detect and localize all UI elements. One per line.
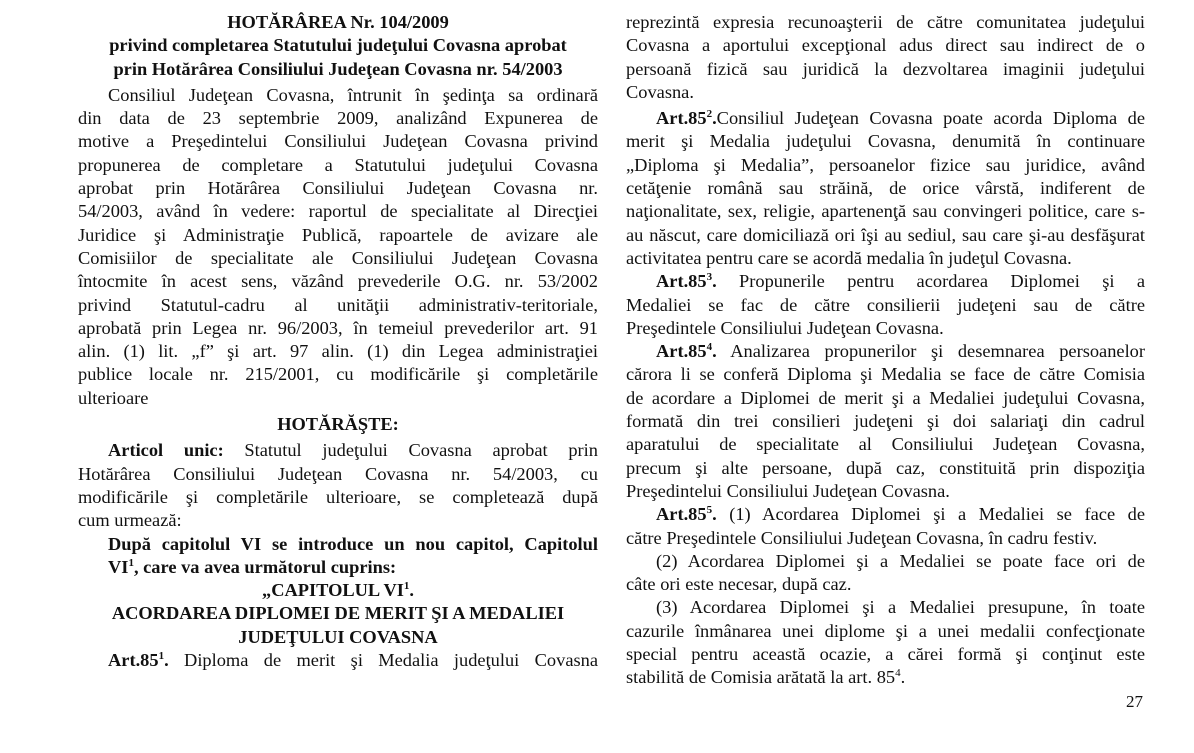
text-segment: aparatului de specialitate al Consiliului Judeţean Covasna, xyxy=(626,434,1145,455)
text-line xyxy=(626,596,1145,619)
text-line xyxy=(78,294,598,317)
text-line xyxy=(78,363,598,386)
text-line xyxy=(626,11,1145,34)
text-segment: prin Hotărârea Consiliului Judeţean Covasna nr. 54/2003 xyxy=(113,58,563,79)
text-line xyxy=(626,224,1145,247)
text-segment: publice locale nr. 215/2001, cu modificările şi completările xyxy=(78,364,598,385)
text-line xyxy=(626,457,1145,480)
text-segment: După capitolul VI se introduce un nou capitol, Capitolul xyxy=(108,533,598,554)
text-segment: Art.85 xyxy=(656,341,707,362)
text-segment: motive a Preşedintelui Consiliului Judeţean Covasna privind xyxy=(78,131,598,152)
text-segment: Hotărârea Consiliului Judeţean Covasna nr. 54/2003, cu xyxy=(78,463,598,484)
text-segment: Preşedintele Consiliului Judeţean Covasna. xyxy=(626,317,944,338)
text-segment: persoană fizică sau juridică la dezvoltarea imaginii judeţului xyxy=(626,58,1145,79)
text-line xyxy=(78,84,598,107)
text-line xyxy=(626,317,1145,340)
text-line xyxy=(78,340,598,363)
text-segment: privind completarea Statutului judeţului Covasna aprobat xyxy=(109,35,567,56)
text-segment: alin. (1) lit. „f” şi art. 97 alin. (1) din Legea administraţiei xyxy=(78,341,598,362)
text-segment: precum şi alte persoane, după caz, constituită prin dispoziţia xyxy=(626,457,1145,478)
text-line xyxy=(78,154,598,177)
text-segment: stabilită de Comisia arătată la art. 85 xyxy=(626,667,896,688)
text-segment: Diploma de merit şi Medalia judeţului Covasna xyxy=(168,650,598,671)
text-line xyxy=(78,486,598,509)
text-line xyxy=(78,533,598,556)
text-segment: . xyxy=(712,341,717,362)
text-segment: merit şi Medalia judeţului Covasna, denumită în continuare xyxy=(626,131,1145,152)
text-line xyxy=(626,620,1145,643)
text-segment: „CAPITOLUL VI xyxy=(262,580,404,601)
left-column xyxy=(78,11,598,672)
text-line xyxy=(78,11,598,34)
text-line xyxy=(626,270,1145,293)
text-segment: HOTĂRÂREA Nr. 104/2009 xyxy=(227,12,449,32)
text-segment: special pentru această ocazie, a cărei formă şi conţinut este xyxy=(626,644,1145,665)
text-segment: 4 xyxy=(895,667,901,680)
text-segment: (3) Acordarea Diplomei şi a Medaliei presupune, în toate xyxy=(656,597,1145,618)
text-segment: . xyxy=(712,108,717,129)
text-line xyxy=(626,410,1145,433)
text-segment: cum urmează: xyxy=(78,510,182,531)
text-line xyxy=(626,527,1145,550)
text-line xyxy=(78,387,598,410)
text-segment: reprezintă expresia recunoaşterii de către comunitatea judeţului xyxy=(626,12,1145,32)
text-segment: cetăţenie română sau străină, de orice vârstă, indiferent de xyxy=(626,178,1145,199)
text-segment: JUDEŢULUI COVASNA xyxy=(238,626,438,647)
text-segment: ulterioare xyxy=(78,387,149,408)
text-line xyxy=(626,573,1145,596)
text-segment: Articol unic: xyxy=(108,440,224,461)
text-segment: din data de 23 septembrie 2009, analizând Expunerea de xyxy=(78,108,598,129)
text-line xyxy=(78,463,598,486)
text-line xyxy=(78,602,598,625)
text-line xyxy=(78,130,598,153)
text-segment: de acordare a Diplomei de merit şi a Medaliei judeţului Covasna, xyxy=(626,387,1145,408)
text-line xyxy=(626,58,1145,81)
text-line xyxy=(626,550,1145,573)
text-line xyxy=(78,247,598,270)
text-segment: HOTĂRĂŞTE: xyxy=(277,414,399,435)
text-segment: . xyxy=(900,667,906,688)
text-segment: . xyxy=(409,580,414,601)
text-line xyxy=(626,363,1145,386)
text-line xyxy=(626,294,1145,317)
text-segment: Covasna a aportului excepţional adus direct sau indirect de o xyxy=(626,35,1145,56)
text-line xyxy=(78,579,598,602)
text-line xyxy=(78,200,598,223)
text-line xyxy=(78,177,598,200)
text-segment: Propunerile pentru acordarea Diplomei şi a xyxy=(716,271,1145,292)
text-line xyxy=(626,340,1145,363)
text-line xyxy=(78,556,598,579)
text-segment: 2 xyxy=(706,108,713,121)
text-segment: aprobat prin Hotărârea Consiliului Judeţean Covasna nr. xyxy=(78,178,598,199)
text-segment: Art.85 xyxy=(108,650,159,671)
text-segment: 4 xyxy=(706,341,713,354)
text-segment: 1 xyxy=(128,556,134,569)
text-line xyxy=(78,224,598,247)
text-segment: întocmite în acest sens, văzând prevederile O.G. nr. 53/2002 xyxy=(78,271,598,292)
text-segment: modificările şi completările ulterioare, se completează după xyxy=(78,486,598,507)
text-segment: formată din trei consilieri judeţeni şi doi salariaţi din cadrul xyxy=(626,411,1145,432)
text-segment: cărora li se conferă Diploma şi Medalia se face de către Comisia xyxy=(626,364,1145,385)
text-segment: ACORDAREA DIPLOMEI DE MERIT ŞI A MEDALIEI xyxy=(111,603,565,624)
text-segment: „Diploma şi Medalia”, persoanelor fizice sau juridice, având xyxy=(626,154,1145,175)
text-segment: câte ori este necesar, după caz. xyxy=(626,574,852,595)
text-segment: . xyxy=(712,271,717,292)
text-line xyxy=(78,317,598,340)
text-line xyxy=(78,107,598,130)
text-line xyxy=(78,626,598,649)
text-line xyxy=(626,247,1145,270)
text-segment: Analizarea propunerilor şi desemnarea persoanelor xyxy=(716,341,1145,362)
text-segment: . xyxy=(164,650,169,671)
text-line xyxy=(78,34,598,57)
text-line xyxy=(626,643,1145,666)
text-line xyxy=(626,81,1145,104)
text-segment: activitatea pentru care se acordă medalia în judeţul Covasna. xyxy=(626,247,1072,268)
text-segment: aprobată prin Legea nr. 96/2003, în temeiul prevederilor art. 91 xyxy=(78,317,598,338)
text-segment: 1 xyxy=(158,650,165,663)
text-segment: 1 xyxy=(403,580,410,593)
text-segment: au născut, care domiciliază ori îşi au sediul, sau care şi-au desfăşurat xyxy=(626,224,1145,245)
text-line xyxy=(78,270,598,293)
text-line xyxy=(626,480,1145,503)
text-line xyxy=(626,130,1145,153)
text-segment: , care va avea următorul cuprins: xyxy=(133,556,397,577)
text-segment: . xyxy=(712,504,717,525)
text-segment: Medaliei se fac de către consilierii judeţeni sau de către xyxy=(626,294,1145,315)
text-segment: propunerea de completare a Statutului judeţului Covasna xyxy=(78,154,598,175)
text-line xyxy=(78,439,598,462)
text-line xyxy=(626,200,1145,223)
text-segment: cazurile înmânarea unei diplome şi a unei medalii confecţionate xyxy=(626,620,1145,641)
text-segment: Art.85 xyxy=(656,504,707,525)
text-segment: Juridice şi Administraţie Publică, rapoartele de avizare ale xyxy=(78,224,598,245)
text-segment: 3 xyxy=(706,271,713,284)
text-segment: Covasna. xyxy=(626,81,694,102)
text-line xyxy=(78,413,598,436)
text-segment: Comisiilor de specialitate ale Consiliului Judeţean Covasna xyxy=(78,247,598,268)
text-segment: către Preşedintele Consiliului Judeţean Covasna, în cadru festiv. xyxy=(626,527,1098,548)
text-line xyxy=(626,177,1145,200)
text-line xyxy=(626,433,1145,456)
text-line xyxy=(626,34,1145,57)
text-segment: 5 xyxy=(706,504,713,517)
text-segment: naţionalitate, sex, religie, apartenenţă sau convingeri politice, care s- xyxy=(626,201,1145,222)
text-line xyxy=(626,107,1145,130)
text-segment: Consiliul Judeţean Covasna poate acorda Diploma de xyxy=(716,108,1145,129)
text-line xyxy=(626,154,1145,177)
text-segment: (1) Acordarea Diplomei şi a Medaliei se face de xyxy=(716,504,1145,525)
text-line xyxy=(78,509,598,532)
text-segment: Preşedintelui Consiliului Judeţean Covasna. xyxy=(626,480,950,501)
text-line xyxy=(626,503,1145,526)
text-line xyxy=(78,58,598,81)
text-line xyxy=(626,387,1145,410)
text-line xyxy=(626,666,1145,689)
page-number: 27 xyxy=(1126,692,1143,711)
text-segment: privind Statutul-cadru al unităţii administrativ-teritoriale, xyxy=(78,294,598,315)
text-segment: Art.85 xyxy=(656,108,707,129)
text-segment: VI xyxy=(108,556,129,577)
text-segment: Statutul judeţului Covasna aprobat prin xyxy=(223,440,598,461)
text-segment: 54/2003, având în vedere: raportul de specialitate al Direcţiei xyxy=(78,201,598,222)
text-segment: (2) Acordarea Diplomei şi a Medaliei se poate face ori de xyxy=(656,550,1145,571)
text-line xyxy=(78,649,598,672)
text-segment: Art.85 xyxy=(656,271,707,292)
text-segment: Consiliul Judeţean Covasna, întrunit în şedinţa sa ordinară xyxy=(108,84,598,105)
right-column xyxy=(626,11,1145,690)
